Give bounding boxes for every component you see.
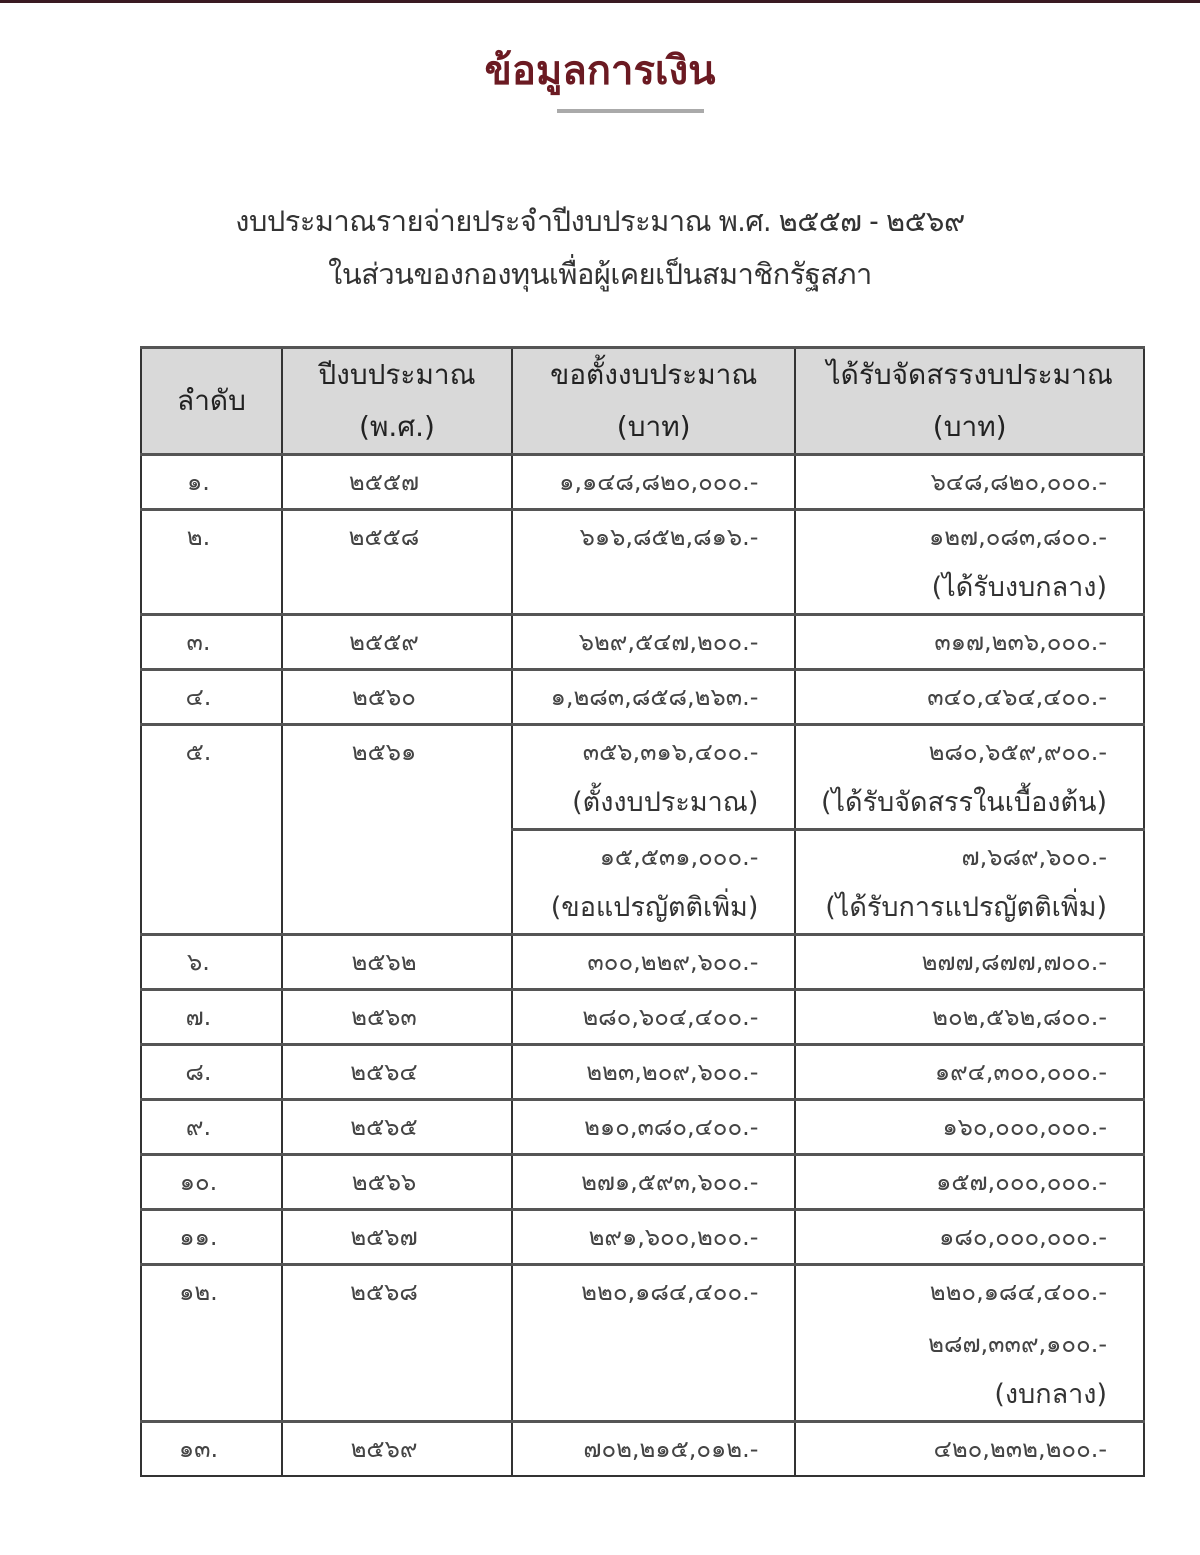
row-requested: ๖๒๙,๕๔๗,๒๐๐.- [512, 615, 795, 670]
row-requested: ๒๘๐,๖๐๔,๔๐๐.- [512, 990, 795, 1045]
requested-amount: ๓๕๖,๓๑๖,๔๐๐.- [582, 738, 759, 766]
table-row [141, 935, 1144, 990]
table-row [141, 1210, 1144, 1265]
table-row [141, 615, 1144, 670]
table-row [141, 670, 1144, 725]
table-caption-line-2: ในส่วนของกองทุนเพื่อผู้เคยเป็นสมาชิกรัฐสภา [328, 257, 872, 291]
row-requested: ๒๗๑,๕๙๓,๖๐๐.- [512, 1155, 795, 1210]
row-allocated: ๑๙๔,๓๐๐,๐๐๐.- [795, 1045, 1144, 1100]
row-year: ๒๕๕๙ [282, 615, 512, 670]
row-year: ๒๕๕๘ [282, 510, 512, 615]
row-index: ๒. [141, 510, 282, 615]
row-allocated: ๔๒๐,๒๓๒,๒๐๐.- [795, 1422, 1144, 1477]
row-index: ๑๑. [141, 1210, 282, 1265]
requested-extra-note: (ขอแปรญัตติเพิ่ม) [550, 892, 759, 923]
budget-table [140, 346, 1145, 1477]
row-requested: ๑,๒๘๓,๘๕๘,๒๖๓.- [512, 670, 795, 725]
row-year: ๒๕๖๔ [282, 1045, 512, 1100]
table-row [141, 1422, 1144, 1477]
row-allocated-extra [795, 830, 1144, 935]
table-row [141, 455, 1144, 510]
row-index: ๕. [141, 725, 282, 935]
table-header-row [141, 348, 1144, 455]
requested-note: (ตั้งงบประมาณ) [572, 787, 759, 818]
row-year: ๒๕๖๘ [282, 1265, 512, 1422]
row-index: ๑๒. [141, 1265, 282, 1422]
allocated-extra-amount: ๗,๖๘๙,๖๐๐.- [961, 843, 1107, 871]
row-allocated: ๒๗๗,๘๗๗,๗๐๐.- [795, 935, 1144, 990]
row-requested: ๗๐๒,๒๑๕,๐๑๒.- [512, 1422, 795, 1477]
allocated-amount: ๑๒๗,๐๘๓,๘๐๐.- [928, 523, 1107, 551]
header-fiscal-year: ปีงบประมาณ (พ.ศ.) [282, 348, 512, 455]
row-requested: ๖๑๖,๘๕๒,๘๑๖.- [512, 510, 795, 615]
row-index: ๑๓. [141, 1422, 282, 1477]
table-row [141, 725, 1144, 830]
row-allocated [795, 725, 1144, 830]
row-allocated: ๑๕๗,๐๐๐,๐๐๐.- [795, 1155, 1144, 1210]
top-border-bar [0, 0, 1200, 3]
row-year: ๒๕๕๗ [282, 455, 512, 510]
page-title: ข้อมูลการเงิน [484, 48, 716, 94]
table-row [141, 1045, 1144, 1100]
row-index: ๗. [141, 990, 282, 1045]
allocated-note: (ได้รับจัดสรรในเบื้องต้น) [820, 787, 1107, 818]
row-allocated: ๖๔๘,๘๒๐,๐๐๐.- [795, 455, 1144, 510]
row-year: ๒๕๖๒ [282, 935, 512, 990]
row-requested: ๒๑๐,๓๘๐,๔๐๐.- [512, 1100, 795, 1155]
row-index: ๔. [141, 670, 282, 725]
allocated-extra-amount: ๒๘๗,๓๓๙,๑๐๐.- [928, 1330, 1107, 1358]
allocated-extra-note: (งบกลาง) [994, 1379, 1107, 1410]
table-caption-line-1: งบประมาณรายจ่ายประจำปีงบประมาณ พ.ศ. ๒๕๕๗ - ๒๕๖๙ [235, 204, 965, 238]
allocated-amount: ๒๒๐,๑๘๔,๔๐๐.- [929, 1278, 1107, 1306]
header-requested-budget: ขอตั้งงบประมาณ (บาท) [512, 348, 795, 455]
row-allocated: ๓๔๐,๔๖๔,๔๐๐.- [795, 670, 1144, 725]
row-requested: ๒๒๓,๒๐๙,๖๐๐.- [512, 1045, 795, 1100]
row-index: ๑๐. [141, 1155, 282, 1210]
row-year: ๒๕๖๕ [282, 1100, 512, 1155]
row-year: ๒๕๖๓ [282, 990, 512, 1045]
allocated-amount: ๒๘๐,๖๕๙,๙๐๐.- [928, 738, 1107, 766]
table-row [141, 990, 1144, 1045]
title-underline-divider [557, 109, 704, 113]
row-year: ๒๕๖๑ [282, 725, 512, 935]
row-index: ๖. [141, 935, 282, 990]
row-index: ๓. [141, 615, 282, 670]
row-requested: ๑,๑๔๘,๘๒๐,๐๐๐.- [512, 455, 795, 510]
allocated-note: (ได้รับงบกลาง) [931, 572, 1107, 603]
row-allocated: ๓๑๗,๒๓๖,๐๐๐.- [795, 615, 1144, 670]
table-row [141, 1265, 1144, 1422]
table-row [141, 1155, 1144, 1210]
row-requested [512, 725, 795, 830]
row-index: ๙. [141, 1100, 282, 1155]
row-allocated [795, 510, 1144, 615]
header-allocated-budget: ได้รับจัดสรรงบประมาณ (บาท) [795, 348, 1144, 455]
row-year: ๒๕๖๙ [282, 1422, 512, 1477]
row-allocated: ๒๐๒,๕๖๒,๘๐๐.- [795, 990, 1144, 1045]
row-allocated: ๑๖๐,๐๐๐,๐๐๐.- [795, 1100, 1144, 1155]
row-year: ๒๕๖๖ [282, 1155, 512, 1210]
row-index: ๘. [141, 1045, 282, 1100]
table-row [141, 1100, 1144, 1155]
row-requested: ๒๒๐,๑๘๔,๔๐๐.- [512, 1265, 795, 1422]
row-allocated: ๑๘๐,๐๐๐,๐๐๐.- [795, 1210, 1144, 1265]
row-index: ๑. [141, 455, 282, 510]
row-requested-extra [512, 830, 795, 935]
row-requested: ๒๙๑,๖๐๐,๒๐๐.- [512, 1210, 795, 1265]
header-index: ลำดับ [141, 348, 282, 455]
table-row [141, 510, 1144, 615]
requested-extra-amount: ๑๕,๕๓๑,๐๐๐.- [599, 843, 759, 871]
row-requested: ๓๐๐,๒๒๙,๖๐๐.- [512, 935, 795, 990]
row-allocated [795, 1265, 1144, 1422]
allocated-extra-note: (ได้รับการแปรญัตติเพิ่ม) [825, 892, 1107, 923]
row-year: ๒๕๖๐ [282, 670, 512, 725]
row-year: ๒๕๖๗ [282, 1210, 512, 1265]
